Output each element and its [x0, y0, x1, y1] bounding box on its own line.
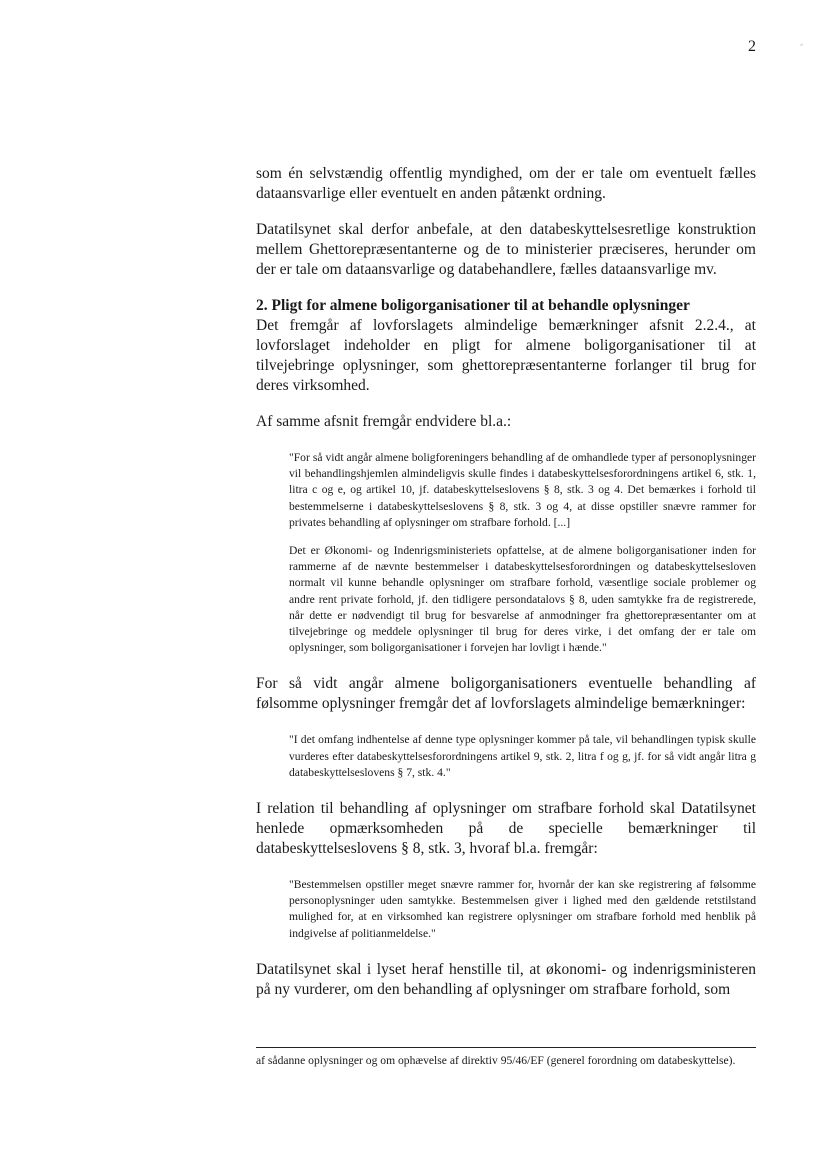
paragraph: Datatilsynet skal i lyset heraf henstille til, at økonomi- og indenrigsministeren på ny vurderer, om den behandling af oplysninger om strafbare forhold, som — [256, 960, 756, 998]
block-quote — [289, 450, 756, 656]
page-number: 2 — [748, 38, 756, 55]
paragraph: Det fremgår af lovforslagets almindelige bemærkninger afsnit 2.2.4., at lovforslaget indeholder en pligt for almene boligorganisationer til at tilvejebringe oplysninger, som ghettorepræsentanterne forlanger til brug for deres virksomhed. — [256, 317, 756, 394]
block-quote — [289, 877, 756, 942]
quote-paragraph: "For så vidt angår almene boligforeningers behandling af de omhandlede typer af personoplysninger vil behandlingshjemlen almindeligvis skulle findes i databeskyttelsesforordningens artikel 6, stk. 1, litra c og e, og artikel 10, jf. databeskyttelseslovens § 8, stk. 3 og 4. Det bemærkes i forhold til bestemmelserne i databeskyttelseslovens § 8, stk. 3 og 4, at disse opstiller snævre rammer for privates behandling af oplysninger om strafbare forhold. [...] — [289, 451, 756, 529]
corner-mark: ° — [800, 42, 804, 51]
section-block — [256, 296, 756, 396]
paragraph: For så vidt angår almene boligorganisationers eventuelle behandling af følsomme oplysninger fremgår det af lovforslagets almindelige bemærkninger: — [256, 675, 756, 713]
quote-paragraph: "I det omfang indhentelse af denne type oplysninger kommer på tale, vil behandlingen typisk skulle vurderes efter databeskyttelsesforordningens artikel 9, stk. 2, litra f og g, jf. for så vidt angår litra g databeskyttelseslovens § 7, stk. 4." — [289, 733, 756, 779]
footnote-rule — [256, 1047, 756, 1048]
block-quote — [289, 732, 756, 781]
paragraph: Datatilsynet skal derfor anbefale, at den databeskyttelsesretlige konstruktion mellem Ghettorepræsentanterne og de to ministerier præciseres, herunder om der er tale om dataansvarlige og databehandlere, fælles dataansvarlige mv. — [256, 221, 756, 278]
section-heading: 2. Pligt for almene boligorganisationer til at behandle oplysninger — [256, 297, 690, 314]
quote-paragraph: Det er Økonomi- og Indenrigsministeriets opfattelse, at de almene boligorganisationer inden for rammerne af de nævnte bestemmelser i databeskyttelsesforordningen og databeskyttelsesloven normalt vil kunne behandle oplysninger om strafbare forhold, væsentlige sociale problemer og andre rent private forhold, jf. den tidligere persondatalovs § 8, uden samtykke fra de registrerede, når dette er nødvendigt til brug for besvarelse af anmodninger fra ghettorepræsentanter om at tilvejebringe og meddele oplysninger til brug for deres virke, i det omfang der er tale om oplysninger, som boligorganisationer i forvejen har lovligt i hænde." — [289, 544, 756, 655]
paragraph: Af samme afsnit fremgår endvidere bl.a.: — [256, 413, 512, 430]
document-body — [256, 164, 756, 1016]
paragraph: I relation til behandling af oplysninger om strafbare forhold skal Datatilsynet henlede opmærksomheden på de specielle bemærkninger til databeskyttelseslovens § 8, stk. 3, hvoraf bl.a. fremgår: — [256, 800, 756, 858]
footnote: af sådanne oplysninger og om ophævelse af direktiv 95/46/EF (generel forordning om databeskyttelse). — [256, 1054, 736, 1067]
paragraph: som én selvstændig offentlig myndighed, om der er tale om eventuelt fælles dataansvarlige eller eventuelt en anden påtænkt ordning. — [256, 165, 756, 202]
quote-paragraph: "Bestemmelsen opstiller meget snævre rammer for, hvornår der kan ske registrering af følsomme personoplysninger uden samtykke. Bestemmelsen giver i lighed med den gældende retstilstand mulighed for, at en virksomhed kan registrere oplysninger om strafbare forhold med henblik på indgivelse af politianmeldelse." — [289, 878, 756, 940]
